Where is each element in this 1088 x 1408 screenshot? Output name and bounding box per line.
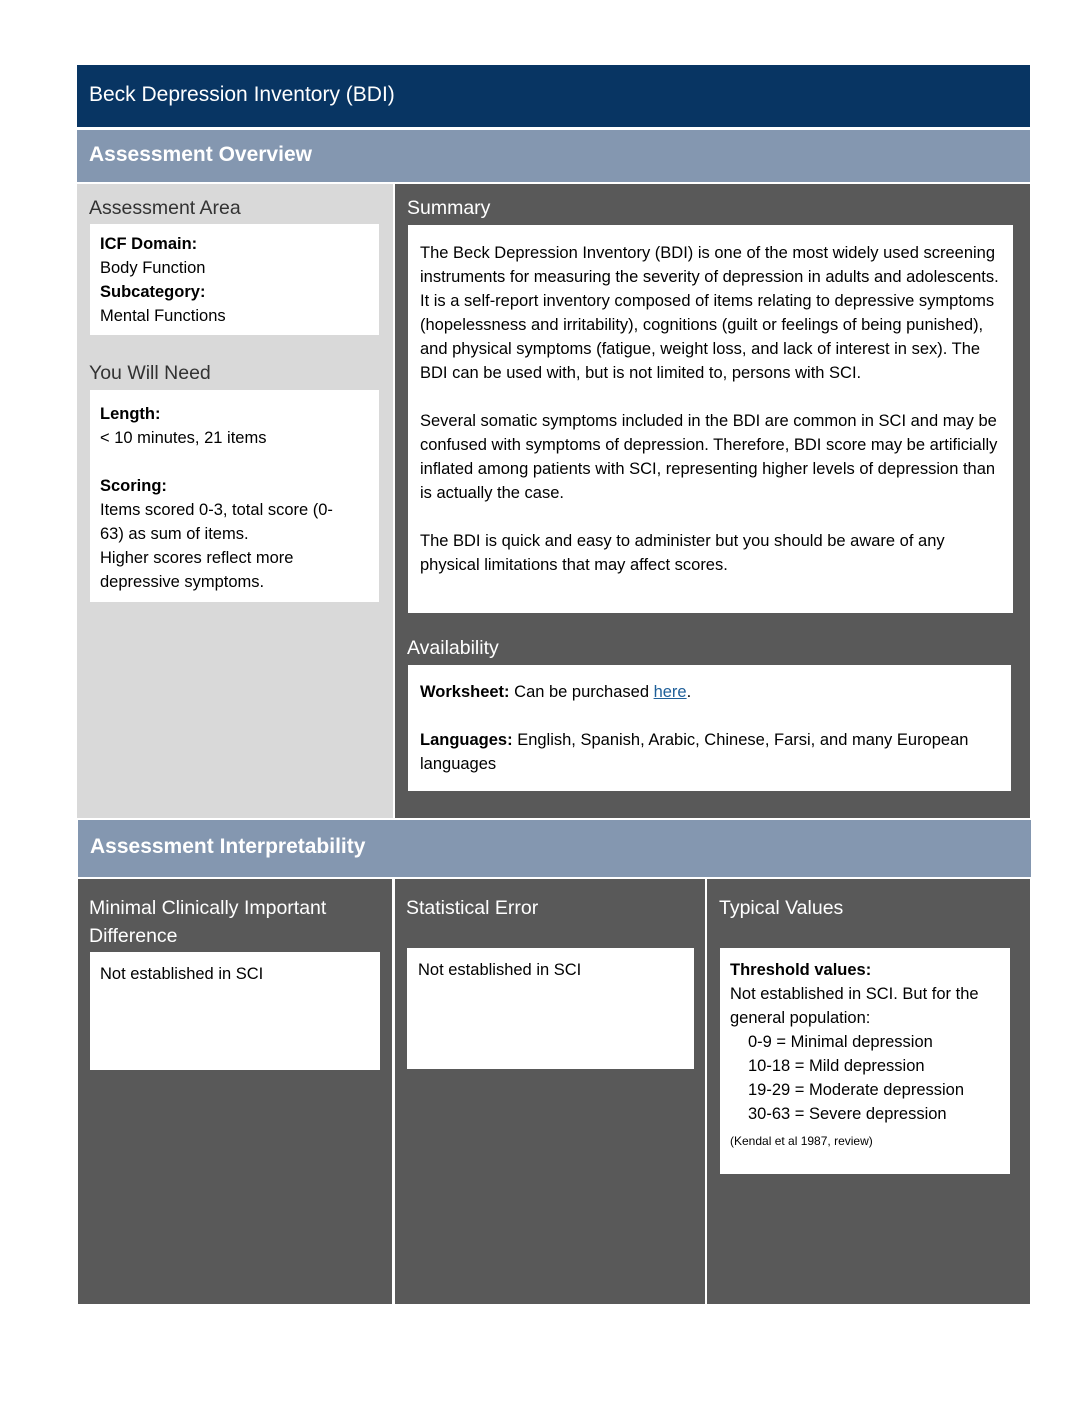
summary-paragraph: The BDI is quick and easy to administer but you should be aware of any physical limitations that may affect scores. [420,532,945,574]
mcid-heading: Minimal Clinically Important Difference [89,897,327,947]
worksheet-purchase-link[interactable]: here [653,683,687,701]
subcategory-value: Mental Functions [100,307,226,325]
assessment-overview-header: Assessment Overview [77,130,1030,182]
you-will-need-box [90,390,379,602]
languages-line [420,728,999,776]
scoring-label: Scoring: [100,477,167,495]
typical-values-heading: Typical Values [719,897,844,919]
you-will-need-heading: You Will Need [89,362,211,384]
assessment-area-heading: Assessment Area [89,197,241,219]
length-label: Length: [100,405,161,423]
mcid-value: Not established in SCI [100,965,264,983]
subcategory-label: Subcategory: [100,283,206,301]
summary-box [408,225,1013,613]
icf-domain-value: Body Function [100,259,206,277]
scoring-line: Items scored 0-3, total score (0- [100,501,333,519]
statistical-error-value: Not established in SCI [418,961,582,979]
assessment-area-box [90,224,379,335]
availability-heading: Availability [407,637,499,659]
worksheet-text: Can be purchased [509,683,654,701]
threshold-range: 19-29 = Moderate depression [748,1081,965,1099]
threshold-range: 0-9 = Minimal depression [748,1033,933,1051]
summary-heading: Summary [407,197,491,219]
summary-paragraph: The Beck Depression Inventory (BDI) is one of the most widely used screening instruments for measuring the severity of depression in adults and adolescents. It is a self-report inventory composed of items relating to depressive symptoms (hopelessness and irritability), cognitions (guilt or feelings of being punished), and physical symptoms (fatigue, weight loss, and lack of interest in sex). The BDI can be used with, but is not limited to, persons with SCI. [420,244,999,382]
scoring-line: depressive symptoms. [100,573,265,591]
threshold-range: 30-63 = Severe depression [748,1105,947,1123]
worksheet-line [420,680,999,704]
threshold-range: 10-18 = Mild depression [748,1057,925,1075]
threshold-label: Threshold values: [730,961,872,979]
languages-label: Languages: [420,731,513,749]
length-value: < 10 minutes, 21 items [100,429,267,447]
mcid-box [90,952,380,1070]
statistical-error-heading: Statistical Error [406,897,539,919]
statistical-error-panel [395,879,705,1304]
scoring-line: 63) as sum of items. [100,525,249,543]
threshold-intro: Not established in SCI. But for the general population: [730,985,979,1027]
summary-paragraph: Several somatic symptoms included in the BDI are common in SCI and may be confused with symptoms of depression. Therefore, BDI score may be artificially inflated among patients with SCI, representing higher levels of depression than is actually the case. [420,412,998,502]
icf-domain-label: ICF Domain: [100,235,198,253]
page-title: Beck Depression Inventory (BDI) [77,65,1030,127]
languages-text: English, Spanish, Arabic, Chinese, Farsi, and many European languages [420,731,969,773]
availability-box [408,665,1011,791]
worksheet-end: . [686,683,692,701]
citation: (Kendal et al 1987, review) [730,1134,873,1148]
statistical-error-box [407,948,694,1069]
typical-values-box [720,948,1010,1174]
assessment-interpretability-header: Assessment Interpretability [78,820,1031,877]
scoring-line: Higher scores reflect more [100,549,294,567]
worksheet-label: Worksheet: [420,683,510,701]
